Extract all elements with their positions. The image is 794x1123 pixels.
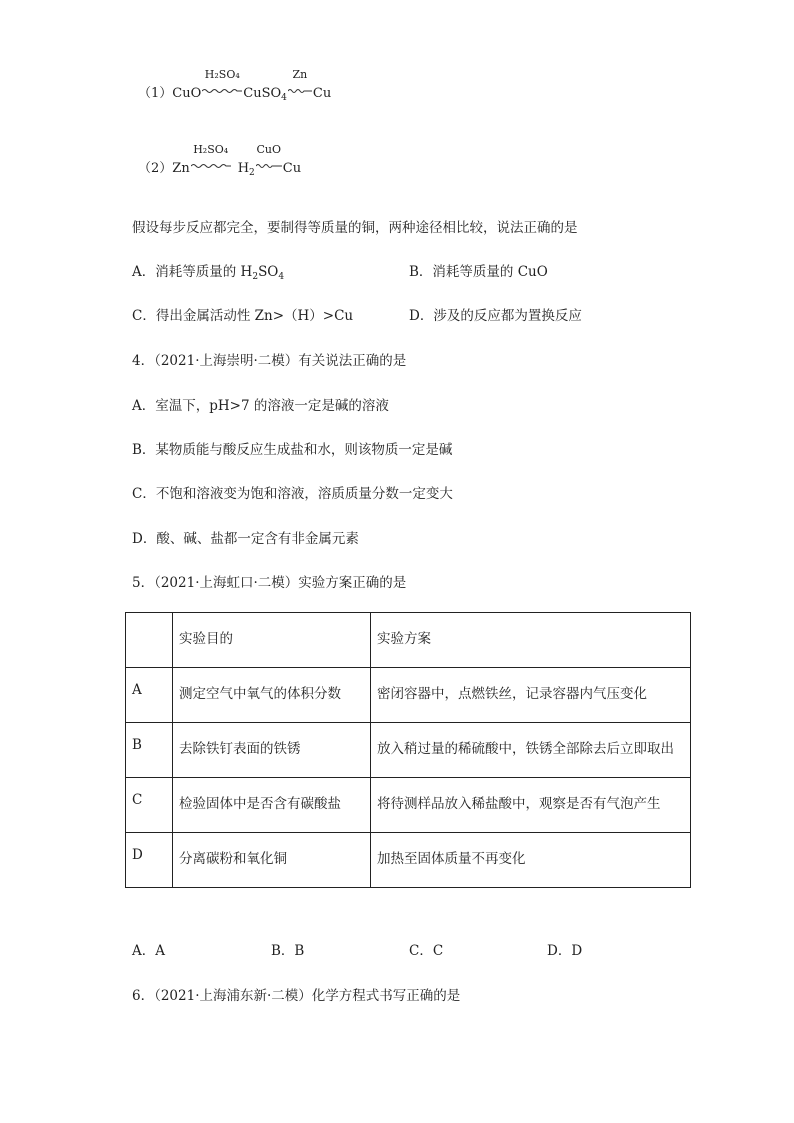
q3-option-b: B．消耗等质量的 CuO: [409, 264, 548, 280]
route-1-arrow-1: [202, 68, 242, 97]
route-1-start: CuO: [172, 86, 202, 101]
table-cell: 加热至固体质量不再变化: [371, 833, 691, 888]
route-2-prefix: （2）: [138, 161, 173, 176]
q5-option-a: A．A: [132, 943, 165, 959]
table-cell: D: [126, 833, 173, 888]
q3-option-a: A．消耗等质量的 $H_2SO_4$: [132, 264, 285, 282]
table-cell: 放入稍过量的稀硫酸中，铁锈全部除去后立即取出: [371, 723, 691, 778]
q5-option-d: D．D: [547, 943, 583, 959]
route-2: [138, 143, 302, 178]
table-row: [126, 723, 691, 778]
q4-stem: 4．（2021·上海崇明·二模）有关说法正确的是: [132, 353, 407, 369]
q5-option-c: C．C: [409, 943, 444, 959]
q5-stem: 5．（2021·上海虹口·二模）实验方案正确的是: [132, 575, 407, 591]
table-row: [126, 778, 691, 833]
table-row: [126, 833, 691, 888]
route-2-reagent-2: CuO: [256, 143, 282, 156]
q3-option-d: D．涉及的反应都为置换反应: [409, 308, 582, 324]
route-1-prefix: （1）: [138, 86, 173, 101]
route-1-end: Cu: [312, 86, 332, 101]
q4-option-d: D．酸、碱、盐都一定含有非金属元素: [132, 531, 359, 547]
wavy-arrow-icon: [256, 163, 282, 169]
table-cell: C: [126, 778, 173, 833]
table-cell: 将待测样品放入稀盐酸中，观察是否有气泡产生: [371, 778, 691, 833]
route-2-arrow-2: [256, 143, 282, 172]
table-cell: 密闭容器中，点燃铁丝，记录容器内气压变化: [371, 668, 691, 723]
table-header-row: [126, 613, 691, 668]
q4-option-c: C．不饱和溶液变为饱和溶液，溶质质量分数一定变大: [132, 486, 453, 502]
table-cell: 测定空气中氧气的体积分数: [173, 668, 371, 723]
table-header-cell: [126, 613, 173, 668]
q4-option-a: A．室温下，pH>7 的溶液一定是碱的溶液: [132, 398, 389, 414]
route-1-arrow-2: [288, 68, 312, 97]
route-2-end: Cu: [282, 161, 302, 176]
route-2-arrow-1: [191, 143, 231, 172]
table-row: [126, 668, 691, 723]
route-1-mid: CuSO$_4$: [243, 86, 287, 103]
route-1-reagent-1: H₂SO₄: [204, 68, 240, 81]
table-header-cell: 实验目的: [173, 613, 371, 668]
route-2-mid: $H_2$: [237, 161, 255, 178]
q3-option-c: C．得出金属活动性 Zn>（H）>Cu: [132, 308, 354, 324]
q3-stem: 假设每步反应都完全，要制得等质量的铜，两种途径相比较，说法正确的是: [132, 220, 578, 236]
route-1-reagent-2: Zn: [292, 68, 308, 81]
q6-stem: 6．（2021·上海浦东新·二模）化学方程式书写正确的是: [132, 988, 461, 1004]
table-cell: 分离碳粉和氧化铜: [173, 833, 371, 888]
route-2-start: Zn: [172, 161, 190, 176]
route-1: [138, 68, 332, 103]
table-cell: A: [126, 668, 173, 723]
table-cell: B: [126, 723, 173, 778]
table-cell: 去除铁钉表面的铁锈: [173, 723, 371, 778]
table-header-cell: 实验方案: [371, 613, 691, 668]
q5-option-b: B．B: [271, 943, 305, 959]
wavy-arrow-icon: [191, 163, 231, 169]
q4-option-b: B．某物质能与酸反应生成盐和水，则该物质一定是碱: [132, 442, 453, 458]
experiment-table: [125, 612, 691, 888]
wavy-arrow-icon: [202, 88, 242, 94]
route-2-reagent-1: H₂SO₄: [193, 143, 229, 156]
table-cell: 检验固体中是否含有碳酸盐: [173, 778, 371, 833]
wavy-arrow-icon: [288, 88, 312, 94]
